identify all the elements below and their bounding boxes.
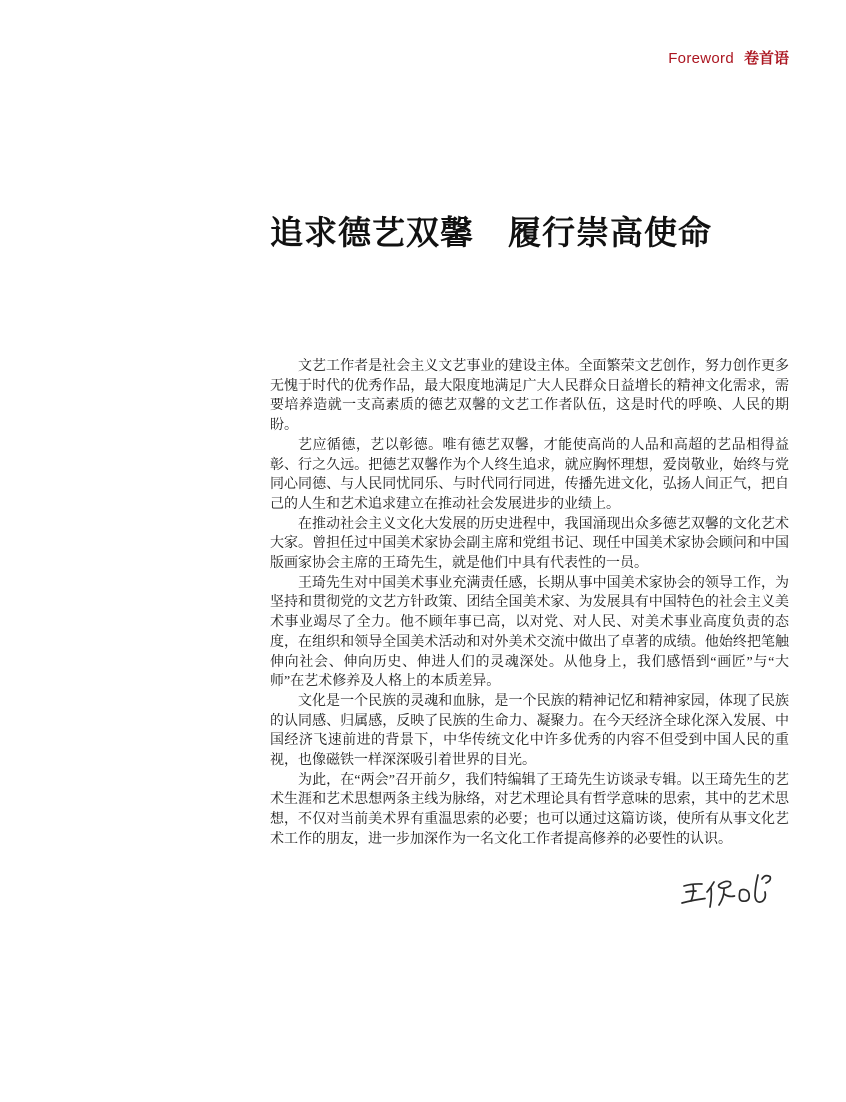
page-title: 追求德艺双馨 履行崇高使命 — [270, 216, 712, 252]
section-header — [668, 50, 789, 68]
handwritten-signature-icon — [676, 869, 776, 915]
section-header-english-label: Foreword — [668, 50, 734, 67]
article-paragraph: 艺应循德，艺以彰德。唯有德艺双馨，才能使高尚的人品和高超的艺品相得益彰、行之久远。把德艺双馨作为个人终生追求，就应胸怀理想，爱岗敬业，始终与党同心同德、与人民同忧同乐、与时代同行同进，传播先进文化，弘扬人间正气，把自己的人生和艺术追求建立在推动社会发展进步的业绩上。 — [270, 437, 789, 512]
article-paragraph: 文化是一个民族的灵魂和血脉，是一个民族的精神记忆和精神家园，体现了民族的认同感、归属感，反映了民族的生命力、凝聚力。在今天经济全球化深入发展、中国经济飞速前进的背景下，中华传统文化中许多优秀的内容不但受到中国人民的重视，也像磁铁一样深深吸引着世界的目光。 — [270, 693, 789, 769]
article-paragraph: 在推动社会主义文化大发展的历史进程中，我国涌现出众多德艺双馨的文化艺术大家。曾担任过中国美术家协会副主席和党组书记、现任中国美术家协会顾问和中国版画家协会主席的王琦先生，就是他们中具有代表性的一员。 — [270, 516, 789, 572]
article-paragraph: 王琦先生对中国美术事业充满责任感，长期从事中国美术家协会的领导工作，为坚持和贯彻党的文艺方针政策、团结全国美术家、为发展具有中国特色的社会主义美术事业竭尽了全力。他不顾年事已高，以对党、对人民、对美术事业高度负责的态度，在组织和领导全国美术活动和对外美术交流中做出了卓著的成绩。他始终把笔触伸向社会、伸向历史、伸进人们的灵魂深处。从他身上，我们感悟到“画匠”与“大师”在艺术修养及人格上的本质差异。 — [270, 575, 789, 690]
article-paragraph: 为此，在“两会”召开前夕，我们特编辑了王琦先生访谈录专辑。以王琦先生的艺术生涯和艺术思想两条主线为脉络，对艺术理论具有哲学意味的思索，其中的艺术思想，不仅对当前美术界有重温思索的必要；也可以通过这篇访谈，使所有从事文化艺术工作的朋友，进一步加深作为一名文化工作者提高修养的必要性的认识。 — [270, 772, 789, 847]
article-body — [270, 357, 789, 850]
section-header-chinese-label: 卷首语 — [743, 50, 789, 67]
article-paragraph: 文艺工作者是社会主义文艺事业的建设主体。全面繁荣文艺创作，努力创作更多无愧于时代的优秀作品，最大限度地满足广大人民群众日益增长的精神文化需求，需要培养造就一支高素质的德艺双馨的文艺工作者队伍，这是时代的呼唤、人民的期盼。 — [270, 359, 789, 434]
